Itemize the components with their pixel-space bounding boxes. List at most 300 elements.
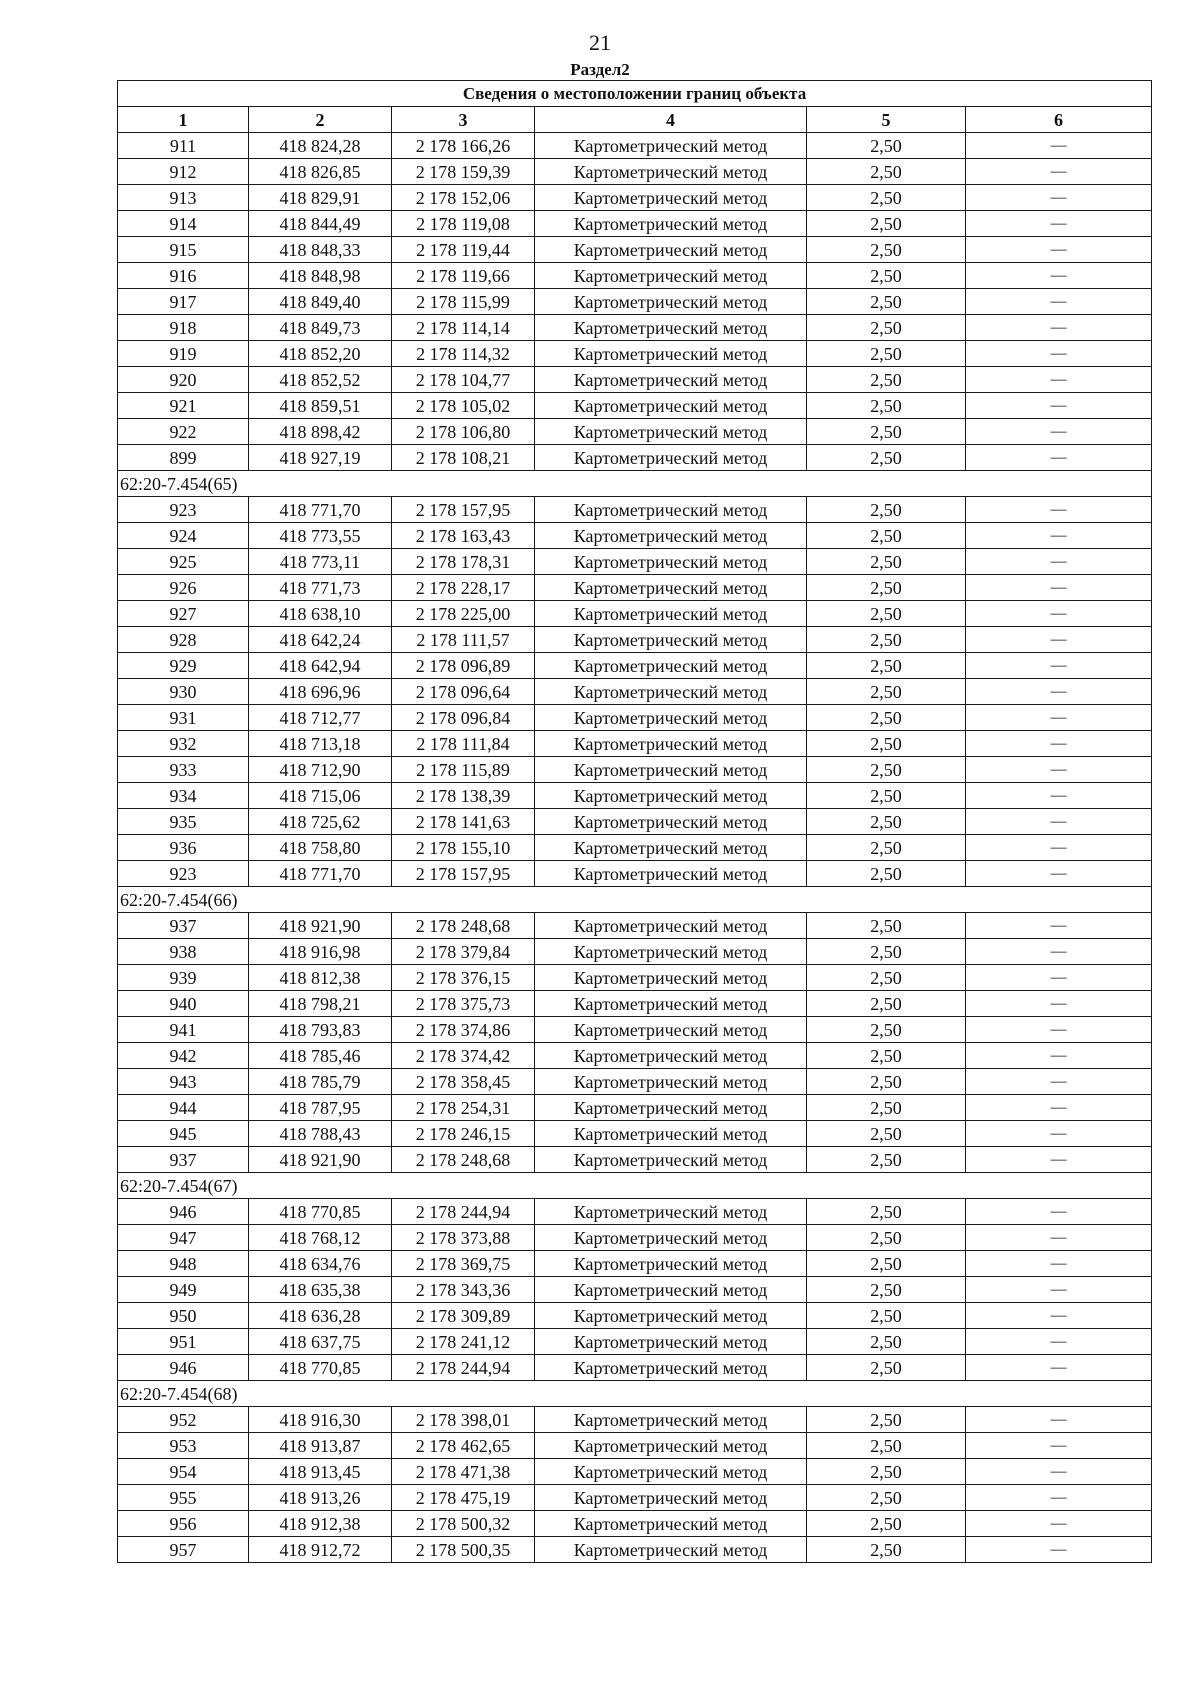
column-header-4: 4 <box>535 107 807 133</box>
coord-y-cell: 2 178 379,84 <box>392 939 535 965</box>
coord-x-cell: 418 771,70 <box>249 861 392 887</box>
accuracy-cell: 2,50 <box>807 1329 966 1355</box>
coord-y-cell: 2 178 309,89 <box>392 1303 535 1329</box>
point-number-cell: 914 <box>118 211 249 237</box>
note-cell: — <box>966 497 1152 523</box>
point-number-cell: 922 <box>118 419 249 445</box>
note-cell: — <box>966 835 1152 861</box>
method-cell: Картометрический метод <box>535 1069 807 1095</box>
method-cell: Картометрический метод <box>535 185 807 211</box>
method-cell: Картометрический метод <box>535 393 807 419</box>
note-cell: — <box>966 627 1152 653</box>
table-row <box>118 835 1152 861</box>
accuracy-cell: 2,50 <box>807 965 966 991</box>
coord-x-cell: 418 635,38 <box>249 1277 392 1303</box>
accuracy-cell: 2,50 <box>807 315 966 341</box>
table-row <box>118 809 1152 835</box>
method-cell: Картометрический метод <box>535 1355 807 1381</box>
coord-y-cell: 2 178 119,08 <box>392 211 535 237</box>
table-row <box>118 1485 1152 1511</box>
accuracy-cell: 2,50 <box>807 1485 966 1511</box>
point-number-cell: 945 <box>118 1121 249 1147</box>
accuracy-cell: 2,50 <box>807 861 966 887</box>
coord-x-cell: 418 912,72 <box>249 1537 392 1563</box>
table-row <box>118 445 1152 471</box>
accuracy-cell: 2,50 <box>807 601 966 627</box>
coord-x-cell: 418 852,20 <box>249 341 392 367</box>
coord-x-cell: 418 916,30 <box>249 1407 392 1433</box>
table-row <box>118 783 1152 809</box>
coord-x-cell: 418 844,49 <box>249 211 392 237</box>
coord-x-cell: 418 773,55 <box>249 523 392 549</box>
note-cell: — <box>966 133 1152 159</box>
table-row <box>118 1199 1152 1225</box>
accuracy-cell: 2,50 <box>807 211 966 237</box>
table-row <box>118 315 1152 341</box>
coord-y-cell: 2 178 138,39 <box>392 783 535 809</box>
note-cell: — <box>966 705 1152 731</box>
coord-y-cell: 2 178 157,95 <box>392 497 535 523</box>
method-cell: Картометрический метод <box>535 965 807 991</box>
point-number-cell: 915 <box>118 237 249 263</box>
table-row <box>118 653 1152 679</box>
coord-y-cell: 2 178 500,32 <box>392 1511 535 1537</box>
method-cell: Картометрический метод <box>535 1459 807 1485</box>
accuracy-cell: 2,50 <box>807 1147 966 1173</box>
method-cell: Картометрический метод <box>535 367 807 393</box>
note-cell: — <box>966 159 1152 185</box>
point-number-cell: 950 <box>118 1303 249 1329</box>
point-number-cell: 956 <box>118 1511 249 1537</box>
group-header-row <box>118 1173 1152 1199</box>
coord-y-cell: 2 178 159,39 <box>392 159 535 185</box>
coord-x-cell: 418 715,06 <box>249 783 392 809</box>
table-row <box>118 601 1152 627</box>
note-cell: — <box>966 1277 1152 1303</box>
accuracy-cell: 2,50 <box>807 705 966 731</box>
point-number-cell: 951 <box>118 1329 249 1355</box>
table-row <box>118 1121 1152 1147</box>
note-cell: — <box>966 1537 1152 1563</box>
method-cell: Картометрический метод <box>535 861 807 887</box>
table-row <box>118 757 1152 783</box>
accuracy-cell: 2,50 <box>807 575 966 601</box>
table-caption: Сведения о местоположении границ объекта <box>118 81 1152 107</box>
note-cell: — <box>966 809 1152 835</box>
accuracy-cell: 2,50 <box>807 133 966 159</box>
coord-x-cell: 418 787,95 <box>249 1095 392 1121</box>
coord-x-cell: 418 913,45 <box>249 1459 392 1485</box>
accuracy-cell: 2,50 <box>807 1433 966 1459</box>
accuracy-cell: 2,50 <box>807 263 966 289</box>
coord-y-cell: 2 178 115,99 <box>392 289 535 315</box>
note-cell: — <box>966 237 1152 263</box>
note-cell: — <box>966 1043 1152 1069</box>
column-number-row <box>118 107 1152 133</box>
accuracy-cell: 2,50 <box>807 1537 966 1563</box>
coord-y-cell: 2 178 246,15 <box>392 1121 535 1147</box>
note-cell: — <box>966 1407 1152 1433</box>
method-cell: Картометрический метод <box>535 1511 807 1537</box>
accuracy-cell: 2,50 <box>807 1511 966 1537</box>
point-number-cell: 918 <box>118 315 249 341</box>
coord-x-cell: 418 758,80 <box>249 835 392 861</box>
table-row <box>118 1251 1152 1277</box>
table-row <box>118 1459 1152 1485</box>
point-number-cell: 941 <box>118 1017 249 1043</box>
note-cell: — <box>966 575 1152 601</box>
note-cell: — <box>966 1433 1152 1459</box>
coord-y-cell: 2 178 369,75 <box>392 1251 535 1277</box>
point-number-cell: 929 <box>118 653 249 679</box>
point-number-cell: 937 <box>118 1147 249 1173</box>
coord-y-cell: 2 178 244,94 <box>392 1199 535 1225</box>
coord-y-cell: 2 178 374,42 <box>392 1043 535 1069</box>
accuracy-cell: 2,50 <box>807 393 966 419</box>
accuracy-cell: 2,50 <box>807 237 966 263</box>
method-cell: Картометрический метод <box>535 1329 807 1355</box>
column-header-2: 2 <box>249 107 392 133</box>
accuracy-cell: 2,50 <box>807 497 966 523</box>
table-row <box>118 991 1152 1017</box>
coord-x-cell: 418 849,73 <box>249 315 392 341</box>
table-row <box>118 1277 1152 1303</box>
note-cell: — <box>966 263 1152 289</box>
coord-x-cell: 418 849,40 <box>249 289 392 315</box>
accuracy-cell: 2,50 <box>807 549 966 575</box>
table-row <box>118 133 1152 159</box>
method-cell: Картометрический метод <box>535 315 807 341</box>
coord-y-cell: 2 178 241,12 <box>392 1329 535 1355</box>
coord-y-cell: 2 178 248,68 <box>392 913 535 939</box>
method-cell: Картометрический метод <box>535 419 807 445</box>
coord-y-cell: 2 178 500,35 <box>392 1537 535 1563</box>
point-number-cell: 921 <box>118 393 249 419</box>
coord-y-cell: 2 178 114,14 <box>392 315 535 341</box>
coord-y-cell: 2 178 106,80 <box>392 419 535 445</box>
note-cell: — <box>966 1121 1152 1147</box>
method-cell: Картометрический метод <box>535 341 807 367</box>
table-row <box>118 1511 1152 1537</box>
point-number-cell: 920 <box>118 367 249 393</box>
point-number-cell: 913 <box>118 185 249 211</box>
accuracy-cell: 2,50 <box>807 367 966 393</box>
method-cell: Картометрический метод <box>535 757 807 783</box>
coord-y-cell: 2 178 228,17 <box>392 575 535 601</box>
point-number-cell: 927 <box>118 601 249 627</box>
method-cell: Картометрический метод <box>535 1485 807 1511</box>
note-cell: — <box>966 757 1152 783</box>
point-number-cell: 919 <box>118 341 249 367</box>
point-number-cell: 955 <box>118 1485 249 1511</box>
parcel-number: 62:20-7.454(66) <box>118 887 1152 913</box>
point-number-cell: 939 <box>118 965 249 991</box>
coord-x-cell: 418 859,51 <box>249 393 392 419</box>
point-number-cell: 917 <box>118 289 249 315</box>
method-cell: Картометрический метод <box>535 835 807 861</box>
coord-y-cell: 2 178 096,64 <box>392 679 535 705</box>
coord-x-cell: 418 785,46 <box>249 1043 392 1069</box>
coord-y-cell: 2 178 096,84 <box>392 705 535 731</box>
accuracy-cell: 2,50 <box>807 341 966 367</box>
method-cell: Картометрический метод <box>535 497 807 523</box>
method-cell: Картометрический метод <box>535 653 807 679</box>
coord-y-cell: 2 178 376,15 <box>392 965 535 991</box>
point-number-cell: 952 <box>118 1407 249 1433</box>
method-cell: Картометрический метод <box>535 263 807 289</box>
point-number-cell: 946 <box>118 1355 249 1381</box>
accuracy-cell: 2,50 <box>807 185 966 211</box>
method-cell: Картометрический метод <box>535 913 807 939</box>
method-cell: Картометрический метод <box>535 289 807 315</box>
coord-y-cell: 2 178 471,38 <box>392 1459 535 1485</box>
table-row <box>118 679 1152 705</box>
note-cell: — <box>966 783 1152 809</box>
note-cell: — <box>966 1069 1152 1095</box>
note-cell: — <box>966 601 1152 627</box>
note-cell: — <box>966 367 1152 393</box>
coord-x-cell: 418 848,33 <box>249 237 392 263</box>
accuracy-cell: 2,50 <box>807 1251 966 1277</box>
table-row <box>118 1329 1152 1355</box>
accuracy-cell: 2,50 <box>807 419 966 445</box>
accuracy-cell: 2,50 <box>807 913 966 939</box>
method-cell: Картометрический метод <box>535 991 807 1017</box>
note-cell: — <box>966 523 1152 549</box>
note-cell: — <box>966 1251 1152 1277</box>
column-header-1: 1 <box>118 107 249 133</box>
method-cell: Картометрический метод <box>535 627 807 653</box>
column-header-3: 3 <box>392 107 535 133</box>
method-cell: Картометрический метод <box>535 1433 807 1459</box>
accuracy-cell: 2,50 <box>807 679 966 705</box>
section-title: Раздел2 <box>570 60 630 79</box>
table-row <box>118 965 1152 991</box>
coord-y-cell: 2 178 163,43 <box>392 523 535 549</box>
point-number-cell: 911 <box>118 133 249 159</box>
note-cell: — <box>966 419 1152 445</box>
method-cell: Картометрический метод <box>535 133 807 159</box>
accuracy-cell: 2,50 <box>807 523 966 549</box>
point-number-cell: 936 <box>118 835 249 861</box>
note-cell: — <box>966 939 1152 965</box>
accuracy-cell: 2,50 <box>807 1407 966 1433</box>
table-row <box>118 159 1152 185</box>
table-row <box>118 367 1152 393</box>
coord-y-cell: 2 178 254,31 <box>392 1095 535 1121</box>
coord-y-cell: 2 178 157,95 <box>392 861 535 887</box>
table-row <box>118 549 1152 575</box>
accuracy-cell: 2,50 <box>807 1069 966 1095</box>
group-header-row <box>118 1381 1152 1407</box>
coord-y-cell: 2 178 358,45 <box>392 1069 535 1095</box>
coord-x-cell: 418 826,85 <box>249 159 392 185</box>
coord-y-cell: 2 178 114,32 <box>392 341 535 367</box>
method-cell: Картометрический метод <box>535 445 807 471</box>
note-cell: — <box>966 861 1152 887</box>
boundary-coordinates-table <box>117 80 1152 1563</box>
point-number-cell: 912 <box>118 159 249 185</box>
method-cell: Картометрический метод <box>535 783 807 809</box>
accuracy-cell: 2,50 <box>807 1043 966 1069</box>
point-number-cell: 937 <box>118 913 249 939</box>
note-cell: — <box>966 1511 1152 1537</box>
coord-y-cell: 2 178 115,89 <box>392 757 535 783</box>
point-number-cell: 943 <box>118 1069 249 1095</box>
group-header-row <box>118 471 1152 497</box>
table-row <box>118 1147 1152 1173</box>
note-cell: — <box>966 991 1152 1017</box>
coord-x-cell: 418 921,90 <box>249 913 392 939</box>
accuracy-cell: 2,50 <box>807 991 966 1017</box>
table-row <box>118 341 1152 367</box>
table-row <box>118 1043 1152 1069</box>
coord-x-cell: 418 638,10 <box>249 601 392 627</box>
coord-y-cell: 2 178 119,44 <box>392 237 535 263</box>
coord-x-cell: 418 712,77 <box>249 705 392 731</box>
coord-y-cell: 2 178 244,94 <box>392 1355 535 1381</box>
table-row <box>118 263 1152 289</box>
accuracy-cell: 2,50 <box>807 159 966 185</box>
accuracy-cell: 2,50 <box>807 1355 966 1381</box>
accuracy-cell: 2,50 <box>807 835 966 861</box>
coord-y-cell: 2 178 374,86 <box>392 1017 535 1043</box>
table-row <box>118 1225 1152 1251</box>
point-number-cell: 938 <box>118 939 249 965</box>
coord-x-cell: 418 798,21 <box>249 991 392 1017</box>
point-number-cell: 932 <box>118 731 249 757</box>
table-row <box>118 1433 1152 1459</box>
coord-x-cell: 418 634,76 <box>249 1251 392 1277</box>
point-number-cell: 954 <box>118 1459 249 1485</box>
accuracy-cell: 2,50 <box>807 757 966 783</box>
accuracy-cell: 2,50 <box>807 289 966 315</box>
point-number-cell: 946 <box>118 1199 249 1225</box>
note-cell: — <box>966 445 1152 471</box>
point-number-cell: 926 <box>118 575 249 601</box>
coord-x-cell: 418 898,42 <box>249 419 392 445</box>
point-number-cell: 916 <box>118 263 249 289</box>
accuracy-cell: 2,50 <box>807 1225 966 1251</box>
accuracy-cell: 2,50 <box>807 1121 966 1147</box>
method-cell: Картометрический метод <box>535 705 807 731</box>
method-cell: Картометрический метод <box>535 1407 807 1433</box>
table-row <box>118 523 1152 549</box>
coord-x-cell: 418 812,38 <box>249 965 392 991</box>
note-cell: — <box>966 315 1152 341</box>
coord-y-cell: 2 178 111,84 <box>392 731 535 757</box>
method-cell: Картометрический метод <box>535 1121 807 1147</box>
note-cell: — <box>966 1485 1152 1511</box>
coord-x-cell: 418 927,19 <box>249 445 392 471</box>
method-cell: Картометрический метод <box>535 1095 807 1121</box>
table-row <box>118 211 1152 237</box>
note-cell: — <box>966 731 1152 757</box>
method-cell: Картометрический метод <box>535 601 807 627</box>
point-number-cell: 944 <box>118 1095 249 1121</box>
method-cell: Картометрический метод <box>535 809 807 835</box>
note-cell: — <box>966 1355 1152 1381</box>
note-cell: — <box>966 185 1152 211</box>
accuracy-cell: 2,50 <box>807 1277 966 1303</box>
coord-x-cell: 418 852,52 <box>249 367 392 393</box>
point-number-cell: 924 <box>118 523 249 549</box>
coord-x-cell: 418 696,96 <box>249 679 392 705</box>
coord-y-cell: 2 178 119,66 <box>392 263 535 289</box>
coord-y-cell: 2 178 343,36 <box>392 1277 535 1303</box>
point-number-cell: 947 <box>118 1225 249 1251</box>
coord-y-cell: 2 178 155,10 <box>392 835 535 861</box>
coord-y-cell: 2 178 248,68 <box>392 1147 535 1173</box>
method-cell: Картометрический метод <box>535 237 807 263</box>
coord-x-cell: 418 636,28 <box>249 1303 392 1329</box>
method-cell: Картометрический метод <box>535 679 807 705</box>
method-cell: Картометрический метод <box>535 159 807 185</box>
coord-x-cell: 418 848,98 <box>249 263 392 289</box>
method-cell: Картометрический метод <box>535 731 807 757</box>
accuracy-cell: 2,50 <box>807 445 966 471</box>
coord-y-cell: 2 178 475,19 <box>392 1485 535 1511</box>
coord-y-cell: 2 178 111,57 <box>392 627 535 653</box>
coord-x-cell: 418 912,38 <box>249 1511 392 1537</box>
group-header-row <box>118 887 1152 913</box>
method-cell: Картометрический метод <box>535 1225 807 1251</box>
coord-x-cell: 418 913,26 <box>249 1485 392 1511</box>
coord-y-cell: 2 178 375,73 <box>392 991 535 1017</box>
coord-x-cell: 418 793,83 <box>249 1017 392 1043</box>
point-number-cell: 949 <box>118 1277 249 1303</box>
point-number-cell: 933 <box>118 757 249 783</box>
accuracy-cell: 2,50 <box>807 1199 966 1225</box>
column-header-6: 6 <box>966 107 1152 133</box>
coord-y-cell: 2 178 105,02 <box>392 393 535 419</box>
point-number-cell: 942 <box>118 1043 249 1069</box>
table-row <box>118 861 1152 887</box>
method-cell: Картометрический метод <box>535 1147 807 1173</box>
note-cell: — <box>966 1017 1152 1043</box>
point-number-cell: 940 <box>118 991 249 1017</box>
table-row <box>118 1537 1152 1563</box>
coord-x-cell: 418 770,85 <box>249 1199 392 1225</box>
method-cell: Картометрический метод <box>535 211 807 237</box>
method-cell: Картометрический метод <box>535 939 807 965</box>
table-row <box>118 393 1152 419</box>
coord-x-cell: 418 712,90 <box>249 757 392 783</box>
coord-x-cell: 418 770,85 <box>249 1355 392 1381</box>
note-cell: — <box>966 1147 1152 1173</box>
method-cell: Картометрический метод <box>535 575 807 601</box>
coord-x-cell: 418 642,94 <box>249 653 392 679</box>
note-cell: — <box>966 341 1152 367</box>
table-row <box>118 1017 1152 1043</box>
note-cell: — <box>966 393 1152 419</box>
table-row <box>118 419 1152 445</box>
note-cell: — <box>966 211 1152 237</box>
accuracy-cell: 2,50 <box>807 1095 966 1121</box>
accuracy-cell: 2,50 <box>807 627 966 653</box>
point-number-cell: 925 <box>118 549 249 575</box>
accuracy-cell: 2,50 <box>807 939 966 965</box>
coord-y-cell: 2 178 225,00 <box>392 601 535 627</box>
note-cell: — <box>966 1095 1152 1121</box>
coord-y-cell: 2 178 152,06 <box>392 185 535 211</box>
accuracy-cell: 2,50 <box>807 653 966 679</box>
point-number-cell: 899 <box>118 445 249 471</box>
table-row <box>118 1355 1152 1381</box>
note-cell: — <box>966 653 1152 679</box>
coord-x-cell: 418 788,43 <box>249 1121 392 1147</box>
coord-x-cell: 418 642,24 <box>249 627 392 653</box>
